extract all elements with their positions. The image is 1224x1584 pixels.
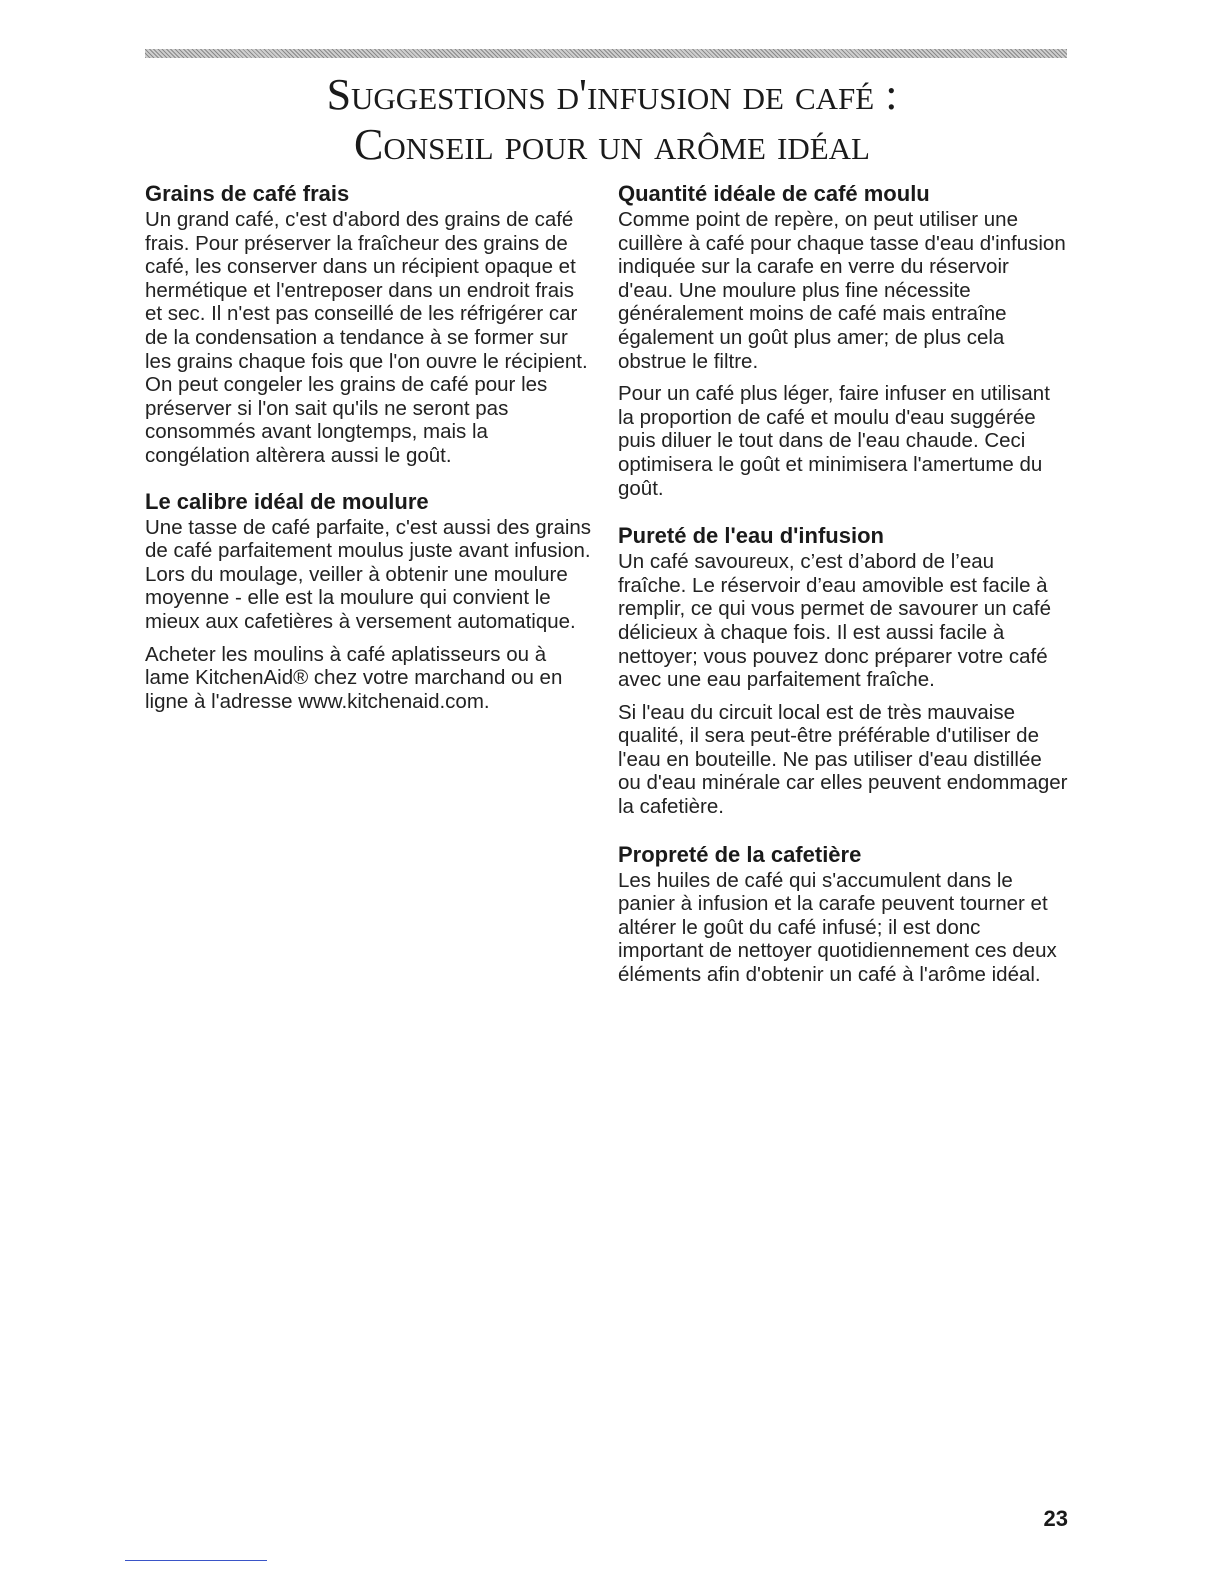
section-paragraph: Pour un café plus léger, faire infuser en utilisant la proportion de café et moulu d'eau suggérée puis diluer le tout dans de l'eau chaude. Ceci optimisera le goût et minimisera l'amertume du goût. [618, 382, 1050, 500]
section-grind-size [145, 488, 595, 714]
section-coffee-maker-cleanliness [618, 841, 1068, 987]
left-column [145, 180, 595, 713]
section-paragraph: Un grand café, c'est d'abord des grains de café frais. Pour préserver la fraîcheur des grains de café, les conserver dans un récipient opaque et hermétique et l'entreposer dans un endroit frais et sec. Il n'est pas conseillé de les réfrigérer car de la condensation a tendance à se former sur les grains chaque fois que l'on ouvre le récipient. On peut congeler les grains de café pour les préserver si l'on sait qu'ils ne seront pas consommés avant longtemps, mais la congélation altèrera aussi le goût. [145, 208, 588, 467]
right-column [618, 180, 1068, 987]
section-paragraph: Un café savoureux, c’est d’abord de l’eau fraîche. Le réservoir d’eau amovible est facile à remplir, ce qui vous permet de savourer un café délicieux à chaque fois. Il est aussi facile à nettoyer; vous pouvez donc préparer votre café avec une eau parfaitement fraîche. [618, 550, 1051, 692]
section-heading: Pureté de l'eau d'infusion [618, 523, 884, 549]
top-decorative-rule [145, 49, 1067, 58]
section-heading: Grains de café frais [145, 181, 350, 206]
section-heading: Le calibre idéal de moulure [145, 488, 429, 514]
section-paragraph: Une tasse de café parfaite, c'est aussi des grains de café parfaitement moulus juste avant infusion. Lors du moulage, veiller à obtenir une moulure moyenne - elle est la moulure qui convient le mieux aux cafetières à versement automatique. [145, 515, 592, 633]
page-title-line-1: Suggestions d'infusion de café : [326, 70, 898, 119]
section-paragraph: Comme point de repère, on peut utiliser une cuillère à café pour chaque tasse d'eau d'infusion indiquée sur la carafe en verre du réservoir d'eau. Une moulure plus fine nécessite généralement moins de café mais entraîne également un goût plus amer; de plus cela obstrue le filtre. [618, 208, 1066, 373]
section-heading: Propreté de la cafetière [618, 841, 862, 867]
bottom-link-underline [125, 1560, 267, 1561]
section-water-purity [618, 522, 1068, 819]
section-coffee-quantity [618, 180, 1068, 500]
page-title [100, 70, 1124, 170]
section-heading: Quantité idéale de café moulu [618, 181, 930, 206]
page-number: 23 [1043, 1506, 1068, 1531]
section-fresh-beans [145, 180, 595, 468]
section-paragraph: Acheter les moulins à café aplatisseurs ou à lame KitchenAid® chez votre marchand ou en ligne à l'adresse www.kitchenaid.com. [145, 642, 563, 713]
section-paragraph: Si l'eau du circuit local est de très mauvaise qualité, il sera peut-être préférable d'utiliser de l'eau en bouteille. Ne pas utiliser d'eau distillée ou d'eau minérale car elles peuvent endommager la cafetière. [618, 700, 1068, 819]
page-title-line-2: Conseil pour un arôme idéal [354, 120, 870, 169]
section-paragraph: Les huiles de café qui s'accumulent dans le panier à infusion et la carafe peuvent tourner et altérer le goût du café infusé; il est donc important de nettoyer quotidiennement ces deux éléments afin d'obtenir un café à l'arôme idéal. [618, 868, 1057, 987]
